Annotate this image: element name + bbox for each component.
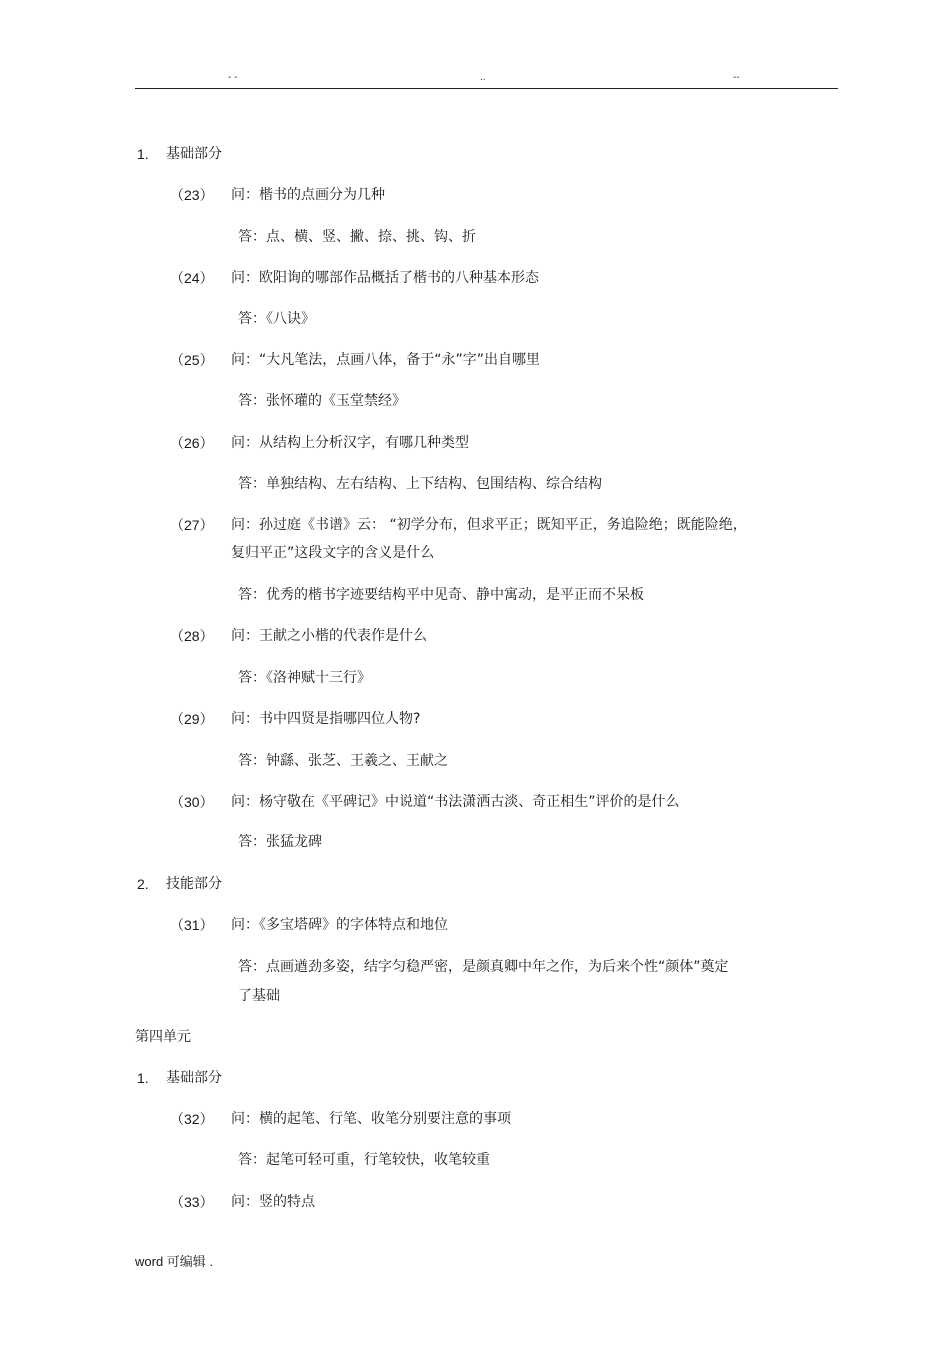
- question-number: （32）: [170, 1111, 214, 1127]
- answer-text-continued: 了基础: [238, 988, 280, 1004]
- question-number: （29）: [170, 711, 214, 727]
- answer-text: 答：《八诀》: [238, 311, 315, 327]
- header-right-mark: --: [733, 72, 740, 83]
- answer-text: 答：钟繇、张芝、王羲之、王献之: [238, 753, 448, 769]
- section-number: 1.: [137, 1070, 149, 1086]
- section-title: 技能部分: [166, 876, 222, 892]
- question-text: 问：横的起笔、行笔、收笔分别要注意的事项: [231, 1111, 511, 1127]
- header-left-mark: - -: [228, 72, 238, 83]
- answer-text: 答：《洛神赋十三行》: [238, 670, 371, 686]
- question-text: 问：书中四贤是指哪四位人物?: [231, 711, 421, 727]
- answer-text: 答：单独结构、左右结构、上下结构、包围结构、综合结构: [238, 476, 602, 492]
- question-text: 问：“大凡笔法，点画八体，备于“永”字”出自哪里: [231, 352, 541, 368]
- question-number: （24）: [170, 270, 214, 286]
- question-text: 问：欧阳询的哪部作品概括了楷书的八种基本形态: [231, 270, 539, 286]
- question-text: 问：孙过庭《书谱》云： “初学分布，但求平正；既知平正，务追险绝；既能险绝，: [231, 517, 747, 533]
- unit-title: 第四单元: [135, 1029, 191, 1045]
- header-center-mark: ..: [480, 72, 486, 83]
- question-number: （33）: [170, 1194, 214, 1210]
- question-number: （30）: [170, 794, 214, 810]
- question-text: 问：从结构上分析汉字，有哪几种类型: [231, 435, 469, 451]
- answer-text: 答：起笔可轻可重，行笔较快，收笔较重: [238, 1152, 490, 1168]
- section-title: 基础部分: [166, 146, 222, 162]
- question-text: 问：《多宝塔碑》的字体特点和地位: [231, 917, 448, 933]
- question-number: （31）: [170, 917, 214, 933]
- question-number: （28）: [170, 628, 214, 644]
- question-text: 问：竖的特点: [231, 1194, 315, 1210]
- question-text: 问：楷书的点画分为几种: [231, 187, 385, 203]
- footer-text: word 可编辑 .: [135, 1254, 214, 1269]
- question-number: （23）: [170, 187, 214, 203]
- question-text: 问：王献之小楷的代表作是什么: [231, 628, 427, 644]
- question-number: （27）: [170, 517, 214, 533]
- answer-text: 答：点、横、竖、撇、捺、挑、钩、折: [238, 229, 476, 245]
- question-number: （25）: [170, 352, 214, 368]
- answer-text: 答：点画遒劲多姿，结字匀稳严密，是颜真卿中年之作，为后来个性“颜体”奠定: [238, 959, 729, 975]
- question-number: （26）: [170, 435, 214, 451]
- question-text-continued: 复归平正”这段文字的含义是什么: [231, 545, 435, 561]
- question-text: 问：杨守敬在《平碑记》中说道“书法潇洒古淡、奇正相生”评价的是什么: [231, 794, 680, 810]
- section-title: 基础部分: [166, 1070, 222, 1086]
- answer-text: 答：张猛龙碑: [238, 834, 322, 850]
- header-rule: [135, 88, 838, 89]
- answer-text: 答：张怀瓘的《玉堂禁经》: [238, 393, 406, 409]
- section-number: 2.: [137, 876, 149, 892]
- answer-text: 答：优秀的楷书字迹要结构平中见奇、静中寓动，是平正而不呆板: [238, 587, 644, 603]
- section-number: 1.: [137, 146, 149, 162]
